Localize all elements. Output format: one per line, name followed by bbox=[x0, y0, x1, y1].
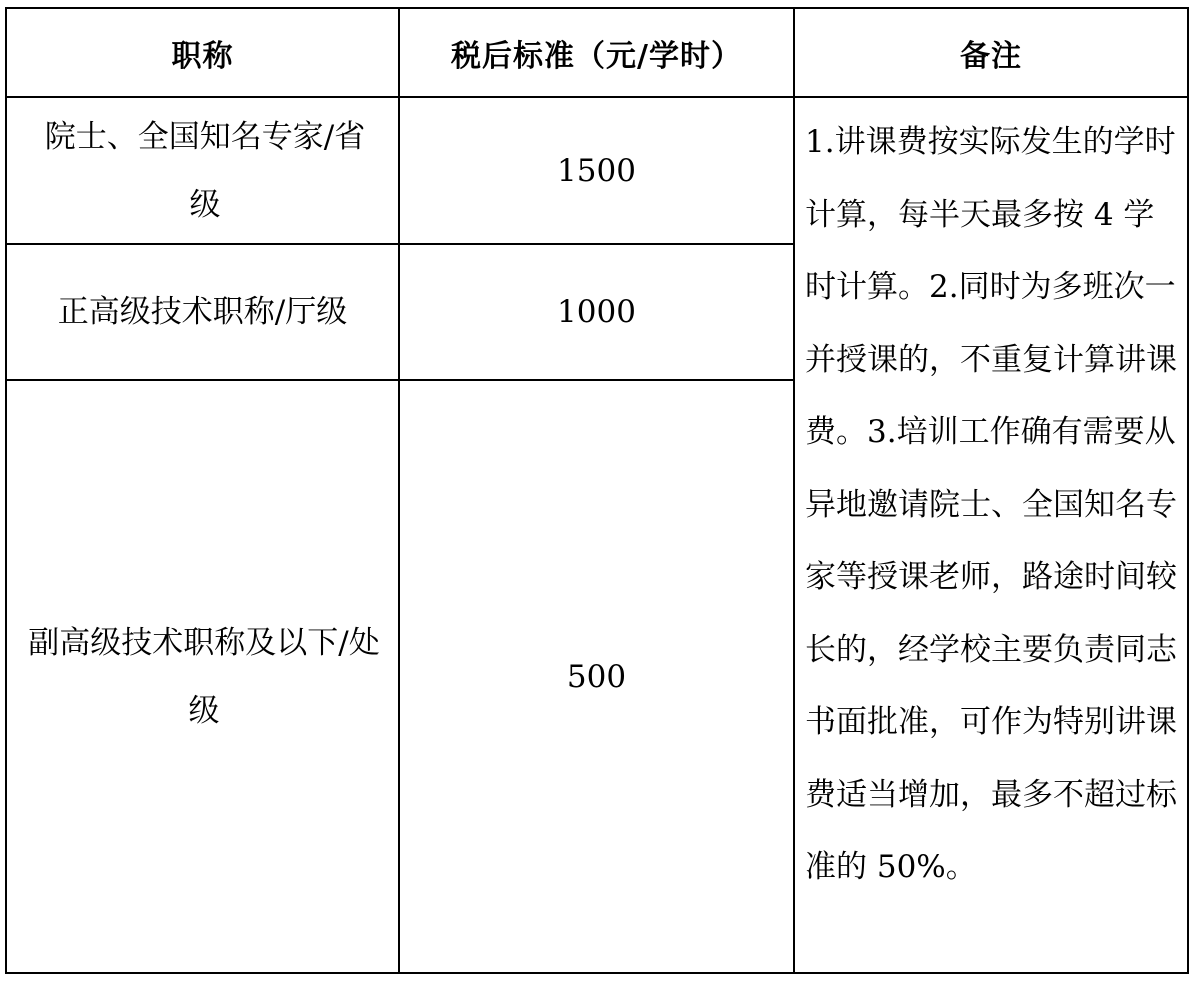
notes-text: 1.讲课费按实际发生的学时计算，每半天最多按 4 学时计算。2.同时为多班次一并授课的，不重复计算讲课费。3.培训工作确有需要从异地邀请院士、全国知名专家等授课老师，路途时间较长的，经学校主要负责同志书面批准，可作为特别讲课费适当增加，最多不超过标准的 50%。 bbox=[805, 124, 1177, 885]
row-3-standard: 500 bbox=[566, 658, 627, 695]
header-notes: 备注 bbox=[960, 38, 1022, 74]
table-border-left bbox=[5, 7, 7, 974]
row-1-title: 院士、全国知名专家/省级 bbox=[44, 118, 366, 223]
header-title: 职称 bbox=[171, 38, 234, 74]
row-2-title: 正高级技术职称/厅级 bbox=[57, 294, 348, 330]
table-border-right bbox=[1187, 7, 1189, 974]
row-3-title: 副高级技术职称及以下/处级 bbox=[28, 624, 380, 729]
column-divider-2 bbox=[793, 7, 795, 974]
header-standard: 税后标准（元/学时） bbox=[451, 38, 742, 74]
row-1-standard: 1500 bbox=[557, 152, 636, 189]
row-2-standard: 1000 bbox=[557, 294, 636, 330]
table-border-bottom bbox=[5, 972, 1189, 974]
